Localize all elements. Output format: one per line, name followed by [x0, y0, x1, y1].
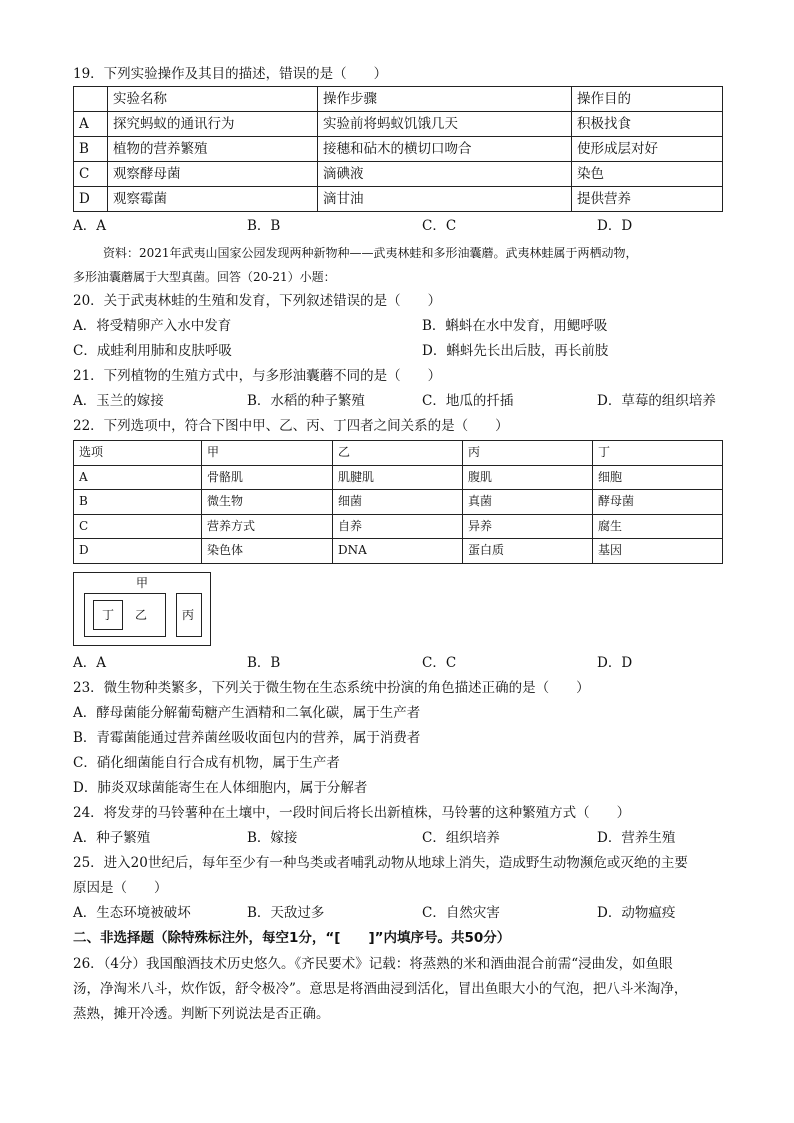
table-row — [74, 187, 723, 212]
section-2-title-pre: 二、非选择题（除特殊标注外，每空1分，“ — [73, 930, 335, 946]
q20-option-b[interactable]: B．蝌蚪在水中发育，用鳃呼吸 — [422, 318, 608, 334]
q22-header-cell: 甲 — [202, 441, 333, 466]
q21-option-c[interactable]: C．地瓜的扦插 — [422, 393, 514, 409]
diagram-box-bing — [176, 593, 202, 637]
table-cell: 基因 — [593, 539, 723, 564]
q25-option-d[interactable]: D．动物瘟疫 — [597, 905, 676, 921]
table-row — [74, 539, 723, 564]
material-line-1: 资料：2021年武夷山国家公园发现两种新物种——武夷林蛙和多形油囊蘑。武夷林蛙属于两栖动物， — [103, 246, 638, 260]
table-row — [74, 162, 723, 187]
table-cell: 骨骼肌 — [202, 465, 333, 490]
table-cell: 植物的营养繁殖 — [108, 137, 318, 162]
diagram-label-yi: 乙 — [135, 608, 148, 622]
table-cell: 蛋白质 — [463, 539, 593, 564]
table-cell: D — [74, 187, 108, 212]
q23-option-d[interactable]: D．肺炎双球菌能寄生在人体细胞内，属于分解者 — [73, 780, 368, 796]
q26-line-3: 蒸熟，摊开冷透。判断下列说法是否正确。 — [73, 1006, 330, 1022]
table-cell: 染色体 — [202, 539, 333, 564]
table-cell: DNA — [333, 539, 463, 564]
table-cell: 真菌 — [463, 490, 593, 515]
table-cell: 接穗和砧木的横切口吻合 — [318, 137, 572, 162]
q25-option-c[interactable]: C．自然灾害 — [422, 905, 500, 921]
table-cell: 腐生 — [593, 514, 723, 539]
table-cell: A — [74, 465, 202, 490]
q21-stem: 21．下列植物的生殖方式中，与多形油囊蘑不同的是（ ） — [73, 368, 442, 384]
table-cell: 细菌 — [333, 490, 463, 515]
section-2-title-post: ”内填序号。共50分） — [374, 930, 511, 946]
q21-option-d[interactable]: D．草莓的组织培养 — [597, 393, 716, 409]
q19-header-cell: 实验名称 — [108, 87, 318, 112]
table-cell: 营养方式 — [202, 514, 333, 539]
diagram-box-yi — [84, 593, 166, 637]
q22-option-c[interactable]: C．C — [422, 655, 457, 671]
table-cell: 腹肌 — [463, 465, 593, 490]
table-row — [74, 490, 723, 515]
q25-option-b[interactable]: B．天敌过多 — [247, 905, 325, 921]
q22-option-b[interactable]: B．B — [247, 655, 281, 671]
table-cell: 自养 — [333, 514, 463, 539]
table-cell: 滴碘液 — [318, 162, 572, 187]
q22-option-a[interactable]: A．A — [73, 655, 106, 671]
q22-stem: 22．下列选项中，符合下图中甲、乙、丙、丁四者之间关系的是（ ） — [73, 418, 509, 434]
q26-line-1: 26．（4分）我国酿酒技术历史悠久。《齐民要术》记载：将蒸熟的米和酒曲混合前需“浸曲发，如鱼眼 — [73, 956, 673, 972]
q22-header-cell: 丙 — [463, 441, 593, 466]
diagram-label-bing: 丙 — [182, 608, 195, 622]
table-cell: 观察霉菌 — [108, 187, 318, 212]
table-cell: C — [74, 162, 108, 187]
diagram-label-ding: 丁 — [102, 608, 115, 622]
table-cell: 肌腱肌 — [333, 465, 463, 490]
table-cell: 使形成层对好 — [572, 137, 723, 162]
q23-option-a[interactable]: A．酵母菌能分解葡萄糖产生酒精和二氧化碳，属于生产者 — [73, 705, 421, 721]
table-cell: 积极找食 — [572, 112, 723, 137]
q23-option-b[interactable]: B．青霉菌能通过营养菌丝吸收面包内的营养，属于消费者 — [73, 730, 421, 746]
q26-line-2: 汤，净淘米八斗，炊作饭，舒令极冷”。意思是将酒曲浸到活化，冒出鱼眼大小的气泡，把八斗米淘净， — [73, 981, 688, 997]
table-cell: 实验前将蚂蚁饥饿几天 — [318, 112, 572, 137]
table-cell: D — [74, 539, 202, 564]
relation-diagram — [73, 572, 211, 646]
q19-header-cell — [74, 87, 108, 112]
table-cell: 探究蚂蚁的通讯行为 — [108, 112, 318, 137]
table-row — [74, 112, 723, 137]
section-2-heading — [73, 929, 510, 947]
q19-option-a[interactable]: A．A — [73, 218, 106, 234]
q20-option-a[interactable]: A．将受精卵产入水中发育 — [73, 318, 232, 334]
q22-header-cell: 丁 — [593, 441, 723, 466]
q19-stem: 19．下列实验操作及其目的描述，错误的是（ ） — [73, 66, 388, 82]
q22-header-cell: 乙 — [333, 441, 463, 466]
q25-stem-line-2: 原因是（ ） — [73, 880, 168, 896]
q19-header-cell: 操作步骤 — [318, 87, 572, 112]
q24-option-b[interactable]: B．嫁接 — [247, 830, 298, 846]
q22-header-row — [74, 441, 723, 466]
diagram-box-ding — [93, 600, 123, 630]
table-row — [74, 137, 723, 162]
q24-option-c[interactable]: C．组织培养 — [422, 830, 500, 846]
q19-header-cell: 操作目的 — [572, 87, 723, 112]
q22-option-d[interactable]: D．D — [597, 655, 633, 671]
table-cell: 异养 — [463, 514, 593, 539]
q25-option-a[interactable]: A．生态环境被破坏 — [73, 905, 191, 921]
q19-option-d[interactable]: D．D — [597, 218, 633, 234]
q23-stem: 23．微生物种类繁多，下列关于微生物在生态系统中扮演的角色描述正确的是（ ） — [73, 680, 590, 696]
table-cell: 染色 — [572, 162, 723, 187]
section-2-bracket-close: ] — [368, 930, 375, 946]
q19-option-b[interactable]: B．B — [247, 218, 281, 234]
table-row — [74, 465, 723, 490]
material-line-2: 多形油囊蘑属于大型真菌。回答（20-21）小题： — [73, 270, 336, 284]
q19-header-row — [74, 87, 723, 112]
q20-option-d[interactable]: D．蝌蚪先长出后肢，再长前肢 — [422, 343, 609, 359]
table-cell: 观察酵母菌 — [108, 162, 318, 187]
table-row — [74, 514, 723, 539]
table-cell: 提供营养 — [572, 187, 723, 212]
q23-option-c[interactable]: C．硝化细菌能自行合成有机物，属于生产者 — [73, 755, 340, 771]
diagram-label-jia: 甲 — [136, 576, 149, 590]
q24-stem: 24．将发芽的马铃薯种在土壤中，一段时间后将长出新植株，马铃薯的这种繁殖方式（ ） — [73, 805, 631, 821]
table-cell: 微生物 — [202, 490, 333, 515]
q21-option-a[interactable]: A．玉兰的嫁接 — [73, 393, 164, 409]
q21-option-b[interactable]: B．水稻的种子繁殖 — [247, 393, 365, 409]
q19-option-c[interactable]: C．C — [422, 218, 457, 234]
table-cell: A — [74, 112, 108, 137]
q22-table — [73, 440, 723, 564]
q22-header-cell: 选项 — [74, 441, 202, 466]
q20-option-c[interactable]: C．成蛙利用肺和皮肤呼吸 — [73, 343, 232, 359]
q24-option-a[interactable]: A．种子繁殖 — [73, 830, 151, 846]
table-cell: 酵母菌 — [593, 490, 723, 515]
q20-stem: 20．关于武夷林蛙的生殖和发育，下列叙述错误的是（ ） — [73, 293, 442, 309]
table-cell: B — [74, 490, 202, 515]
table-cell: 滴甘油 — [318, 187, 572, 212]
q24-option-d[interactable]: D．营养生殖 — [597, 830, 676, 846]
table-cell: 细胞 — [593, 465, 723, 490]
q25-stem-line-1: 25．进入20世纪后，每年至少有一种鸟类或者哺乳动物从地球上消失，造成野生动物濒危或灭绝的主要 — [73, 855, 688, 871]
section-2-bracket-open: [ — [334, 930, 341, 946]
table-cell: C — [74, 514, 202, 539]
q19-table — [73, 86, 723, 212]
table-cell: B — [74, 137, 108, 162]
